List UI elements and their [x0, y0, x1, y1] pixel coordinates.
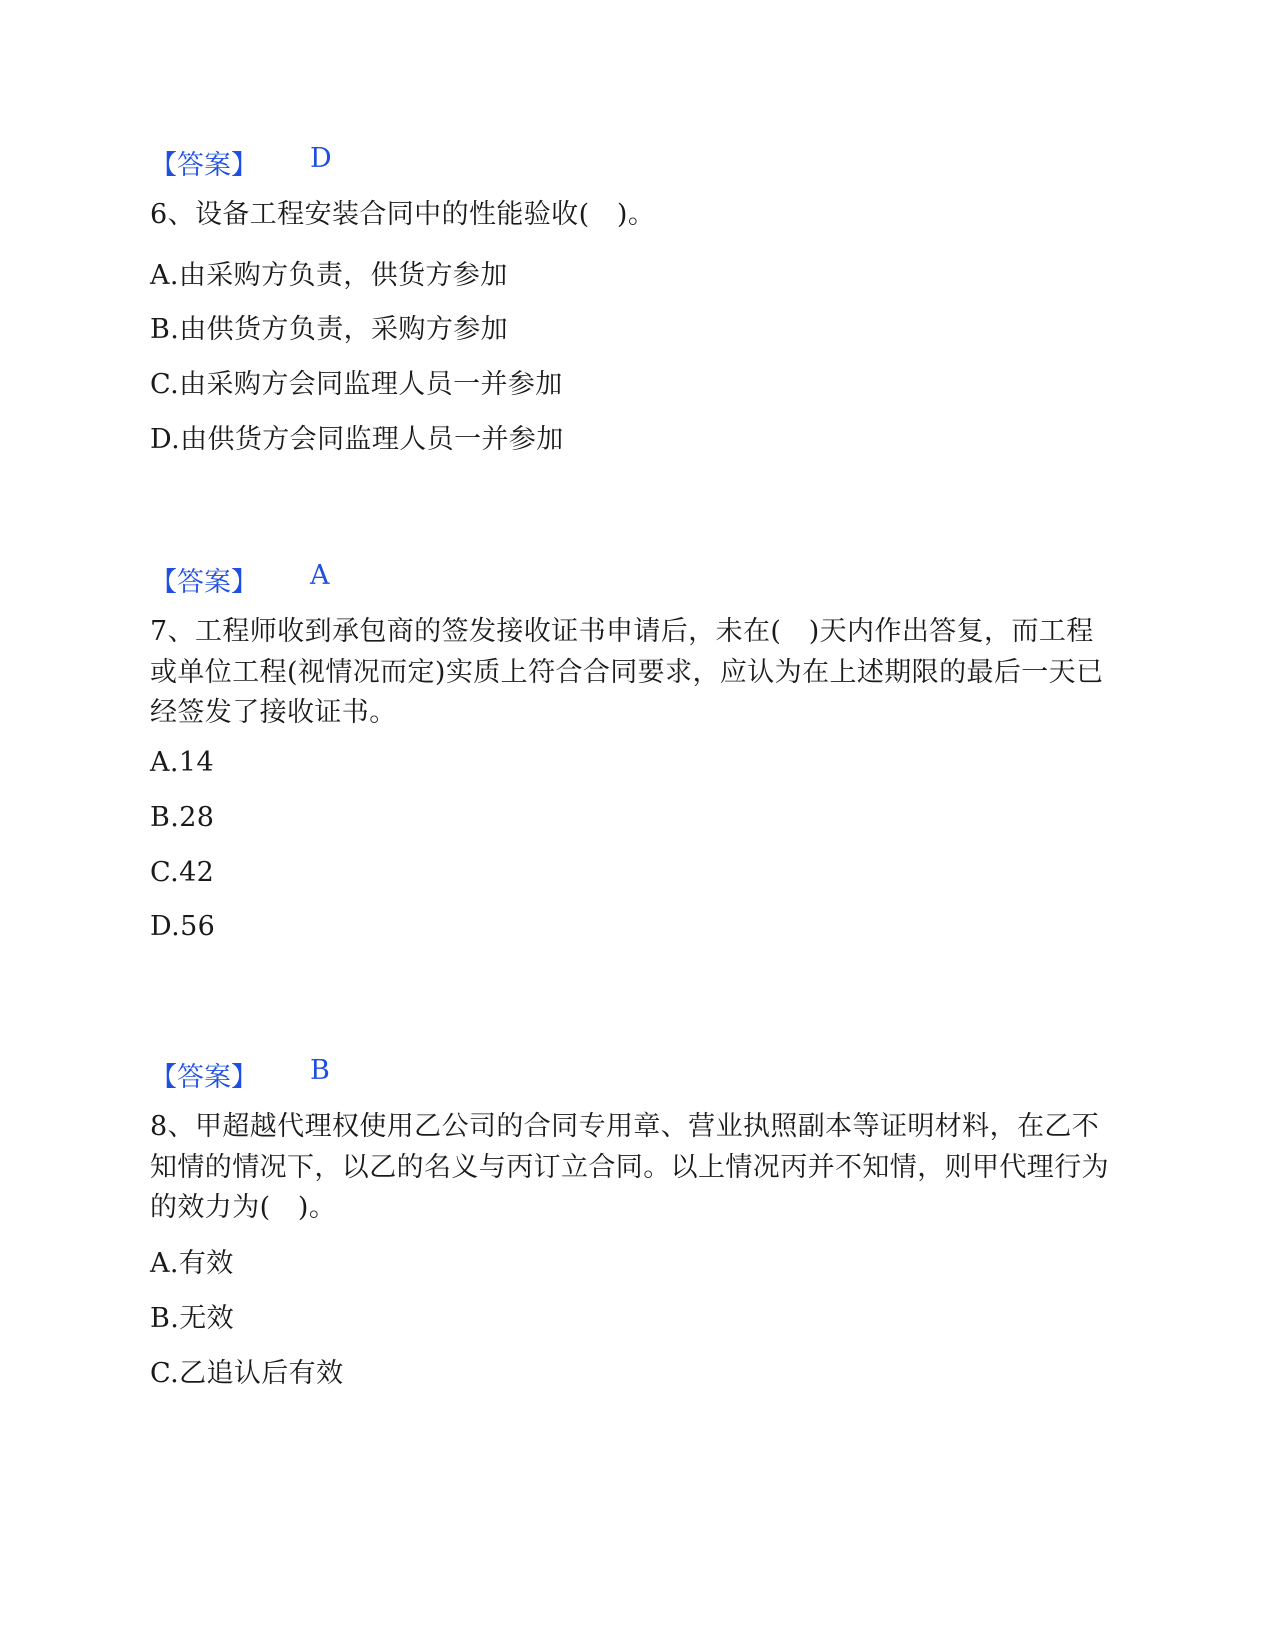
answer-value: A — [310, 560, 330, 591]
question-7-text: 7、工程师收到承包商的签发接收证书申请后，未在( )天内作出答复，而工程或单位工程(视情况而定)实质上符合合同要求，应认为在上述期限的最后一天已经签发了接收证书。 — [150, 616, 1104, 728]
answer-label: 【答案】 — [150, 1062, 258, 1093]
question-8-option-c: C.乙追认后有效 — [150, 1358, 344, 1389]
question-8-option-b: B.无效 — [150, 1303, 235, 1334]
question-8-option-a: A.有效 — [150, 1248, 234, 1279]
question-6-option-a: A.由采购方负责，供货方参加 — [150, 260, 508, 291]
question-6-option-d: D.由供货方会同监理人员一并参加 — [150, 424, 564, 455]
question-7-option-b: B.28 — [150, 802, 215, 833]
question-6-option-c: C.由采购方会同监理人员一并参加 — [150, 369, 563, 400]
question-7-option-d: D.56 — [150, 911, 216, 942]
answer-label: 【答案】 — [150, 150, 258, 181]
answer-value: B — [310, 1055, 330, 1086]
answer-line-1 — [150, 143, 332, 182]
answer-line-2 — [150, 560, 330, 599]
question-6-option-b: B.由供货方负责，采购方参加 — [150, 314, 509, 345]
answer-label: 【答案】 — [150, 567, 258, 598]
question-7-option-a: A.14 — [150, 747, 215, 778]
question-6-text: 6、设备工程安装合同中的性能验收( )。 — [150, 199, 656, 230]
question-7-option-c: C.42 — [150, 857, 215, 888]
question-8-text: 8、甲超越代理权使用乙公司的合同专用章、营业执照副本等证明材料，在乙不知情的情况下，以乙的名义与丙订立合同。以上情况丙并不知情，则甲代理行为的效力为( )。 — [150, 1111, 1109, 1223]
answer-value: D — [310, 143, 332, 174]
answer-line-3 — [150, 1055, 330, 1094]
